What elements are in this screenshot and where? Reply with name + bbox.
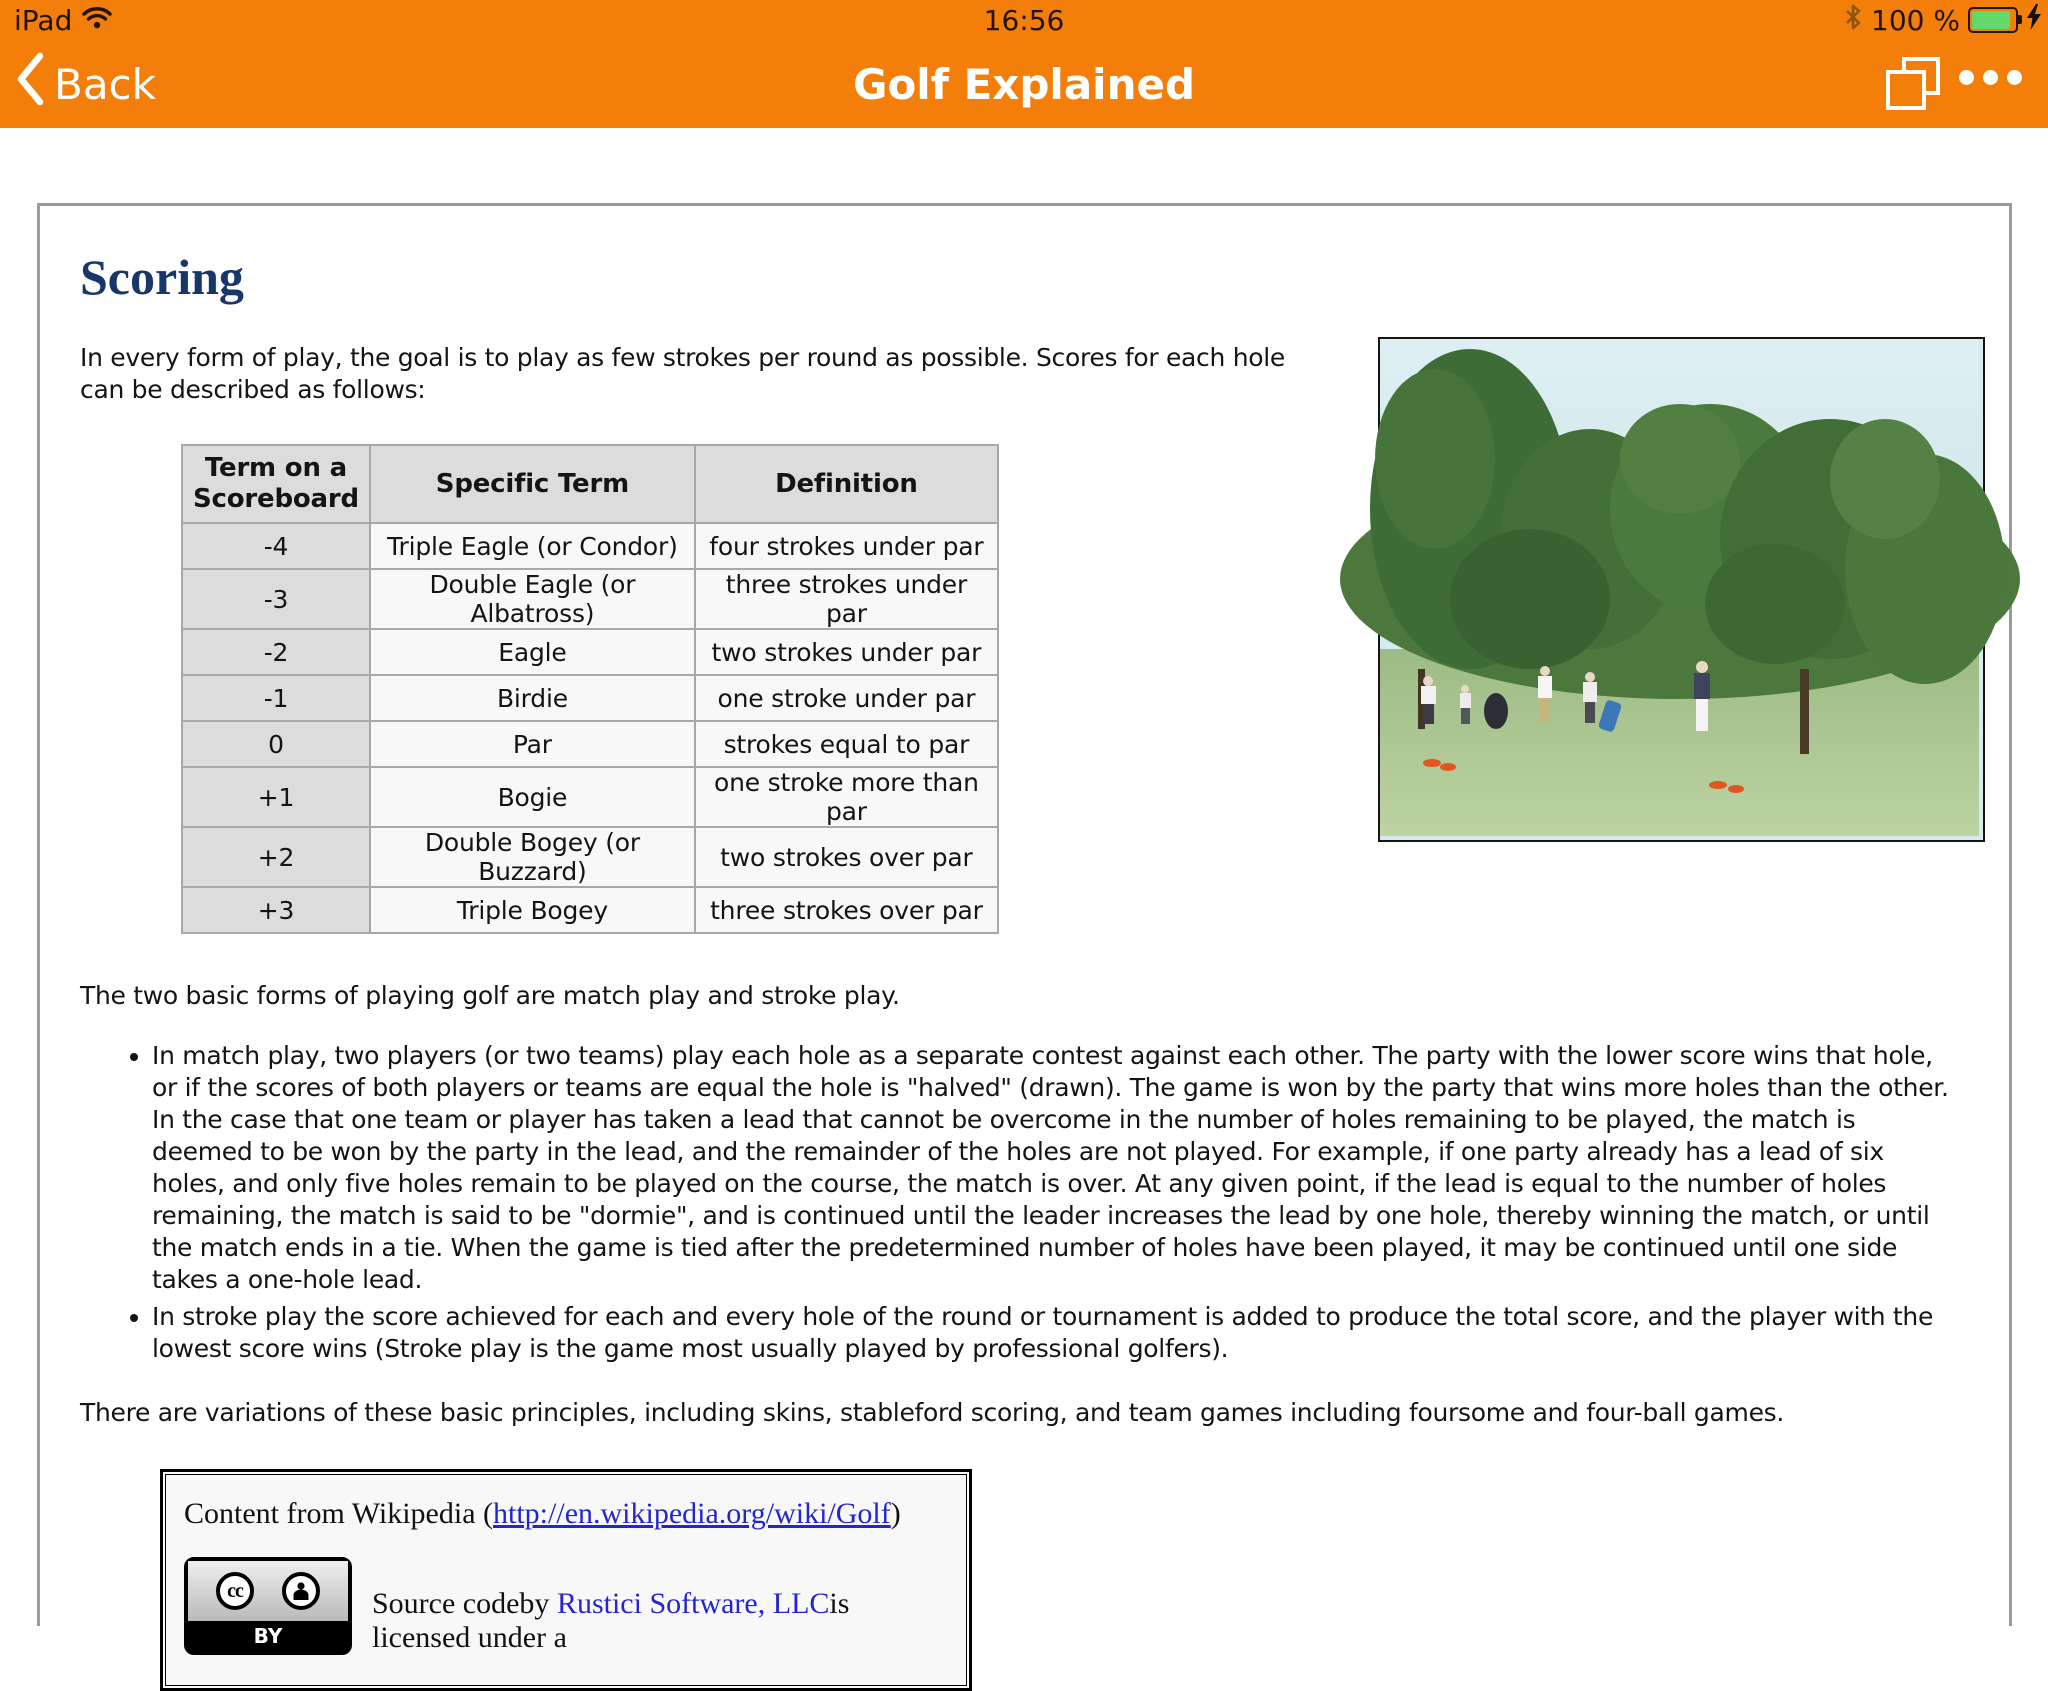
table-cell: Birdie xyxy=(370,675,695,721)
table-row xyxy=(182,523,998,569)
battery-percent: 100 % xyxy=(1871,3,1960,37)
table-cell: one stroke more than par xyxy=(695,767,998,827)
pages-icon xyxy=(1882,54,1944,116)
table-cell: 0 xyxy=(182,721,370,767)
battery-icon xyxy=(1968,7,2018,33)
table-cell: -1 xyxy=(182,675,370,721)
table-row xyxy=(182,721,998,767)
table-cell: two strokes over par xyxy=(695,827,998,887)
content-scroll-area[interactable] xyxy=(37,203,2012,1654)
table-row xyxy=(182,629,998,675)
table-cell: Bogie xyxy=(370,767,695,827)
table-cell: +3 xyxy=(182,887,370,933)
ellipsis-icon xyxy=(1959,70,1974,85)
back-label: Back xyxy=(54,59,156,109)
table-cell: four strokes under par xyxy=(695,523,998,569)
page-title-nav: Golf Explained xyxy=(852,59,1196,109)
wikipedia-attribution xyxy=(184,1497,944,1531)
more-button[interactable] xyxy=(1959,70,2022,85)
table-cell: +1 xyxy=(182,767,370,827)
charging-bolt-icon xyxy=(2026,4,2042,37)
bluetooth-icon xyxy=(1843,3,1863,38)
clock: 16:56 xyxy=(983,3,1065,37)
attribution-text: Content from Wikipedia ( xyxy=(184,1497,494,1530)
attribution-text: is licensed under a xyxy=(372,1587,850,1654)
nav-bar xyxy=(0,40,2048,128)
table-cell: Triple Eagle (or Condor) xyxy=(370,523,695,569)
device-label: iPad xyxy=(14,3,73,37)
cc-by-label: BY xyxy=(188,1621,348,1651)
attribution-person-icon xyxy=(282,1572,320,1610)
ellipsis-icon xyxy=(1983,70,1998,85)
table-cell: Triple Bogey xyxy=(370,887,695,933)
attribution-text: Source codeby xyxy=(372,1587,557,1620)
table-row xyxy=(182,569,998,629)
table-row xyxy=(182,767,998,827)
section-heading: Scoring xyxy=(80,249,244,305)
col-header-definition: Definition xyxy=(695,445,998,523)
rustici-link[interactable]: Rustici Software, LLC xyxy=(556,1587,830,1620)
forms-paragraph: The two basic forms of playing golf are match play and stroke play. xyxy=(80,981,900,1010)
table-cell: -3 xyxy=(182,569,370,629)
cc-by-badge xyxy=(184,1557,352,1655)
license-box xyxy=(160,1469,972,1691)
table-cell: two strokes under par xyxy=(695,629,998,675)
table-cell: -2 xyxy=(182,629,370,675)
table-row xyxy=(182,887,998,933)
table-row xyxy=(182,675,998,721)
golf-course-photo xyxy=(1378,337,1985,842)
pages-button[interactable] xyxy=(1882,54,1944,116)
table-cell: Double Bogey (or Buzzard) xyxy=(370,827,695,887)
list-item: • In match play, two players (or two teams) play each hole as a separate contest against each other. The party with the lower score wins that hole, or if the scores of both players or teams are equal the hole is "halved" (drawn). The game is won by the party that wins more holes than the other. In the case that one team or player has taken a lead that cannot be overcome in the number of holes remaining to be played, the match is deemed to be won by the party in the lead, and the remainder of the holes are not played. For example, if one party already has a lead of six holes, and only five holes remain to be played on the course, the match is over. At any given point, if the lead is equal to the number of holes remaining, the match is said to be "dormie", and is continued until the leader increases the lead by one hole, thereby winning the match, or until the match ends in a tie. When the game is tied after the predetermined number of holes have been played, it may be continued until one side takes a one-hole lead. xyxy=(152,1040,1962,1296)
play-types-list xyxy=(80,1040,1962,1365)
table-cell: strokes equal to par xyxy=(695,721,998,767)
score-table-body xyxy=(182,523,998,933)
table-header-row xyxy=(182,445,998,523)
table-cell: three strokes under par xyxy=(695,569,998,629)
table-cell: three strokes over par xyxy=(695,887,998,933)
intro-paragraph: In every form of play, the goal is to play as few strokes per round as possible. Scores for each hole can be described as follows: xyxy=(80,343,1285,404)
scoring-table xyxy=(181,444,999,934)
status-bar xyxy=(0,0,2048,40)
creative-commons-icon: cc xyxy=(216,1572,254,1610)
table-cell: Par xyxy=(370,721,695,767)
ellipsis-icon xyxy=(2007,70,2022,85)
status-right xyxy=(1843,0,2042,40)
list-item: • In stroke play the score achieved for each and every hole of the round or tournament is added to produce the total score, and the player with the lowest score wins (Stroke play is the game most usually played by professional golfers). xyxy=(152,1301,1962,1365)
table-cell: -4 xyxy=(182,523,370,569)
col-header-specific: Specific Term xyxy=(370,445,695,523)
table-row xyxy=(182,827,998,887)
table-cell: Eagle xyxy=(370,629,695,675)
table-cell: Double Eagle (or Albatross) xyxy=(370,569,695,629)
wikipedia-link[interactable]: http://en.wikipedia.org/wiki/Golf xyxy=(493,1497,891,1530)
variations-paragraph: There are variations of these basic principles, including skins, stableford scoring, and team games including foursome and four-ball games. xyxy=(80,1398,1785,1427)
table-cell: +2 xyxy=(182,827,370,887)
attribution-text: ) xyxy=(890,1497,901,1530)
source-attribution xyxy=(372,1587,944,1655)
col-header-term: Term on a Scoreboard xyxy=(182,445,370,523)
table-cell: one stroke under par xyxy=(695,675,998,721)
